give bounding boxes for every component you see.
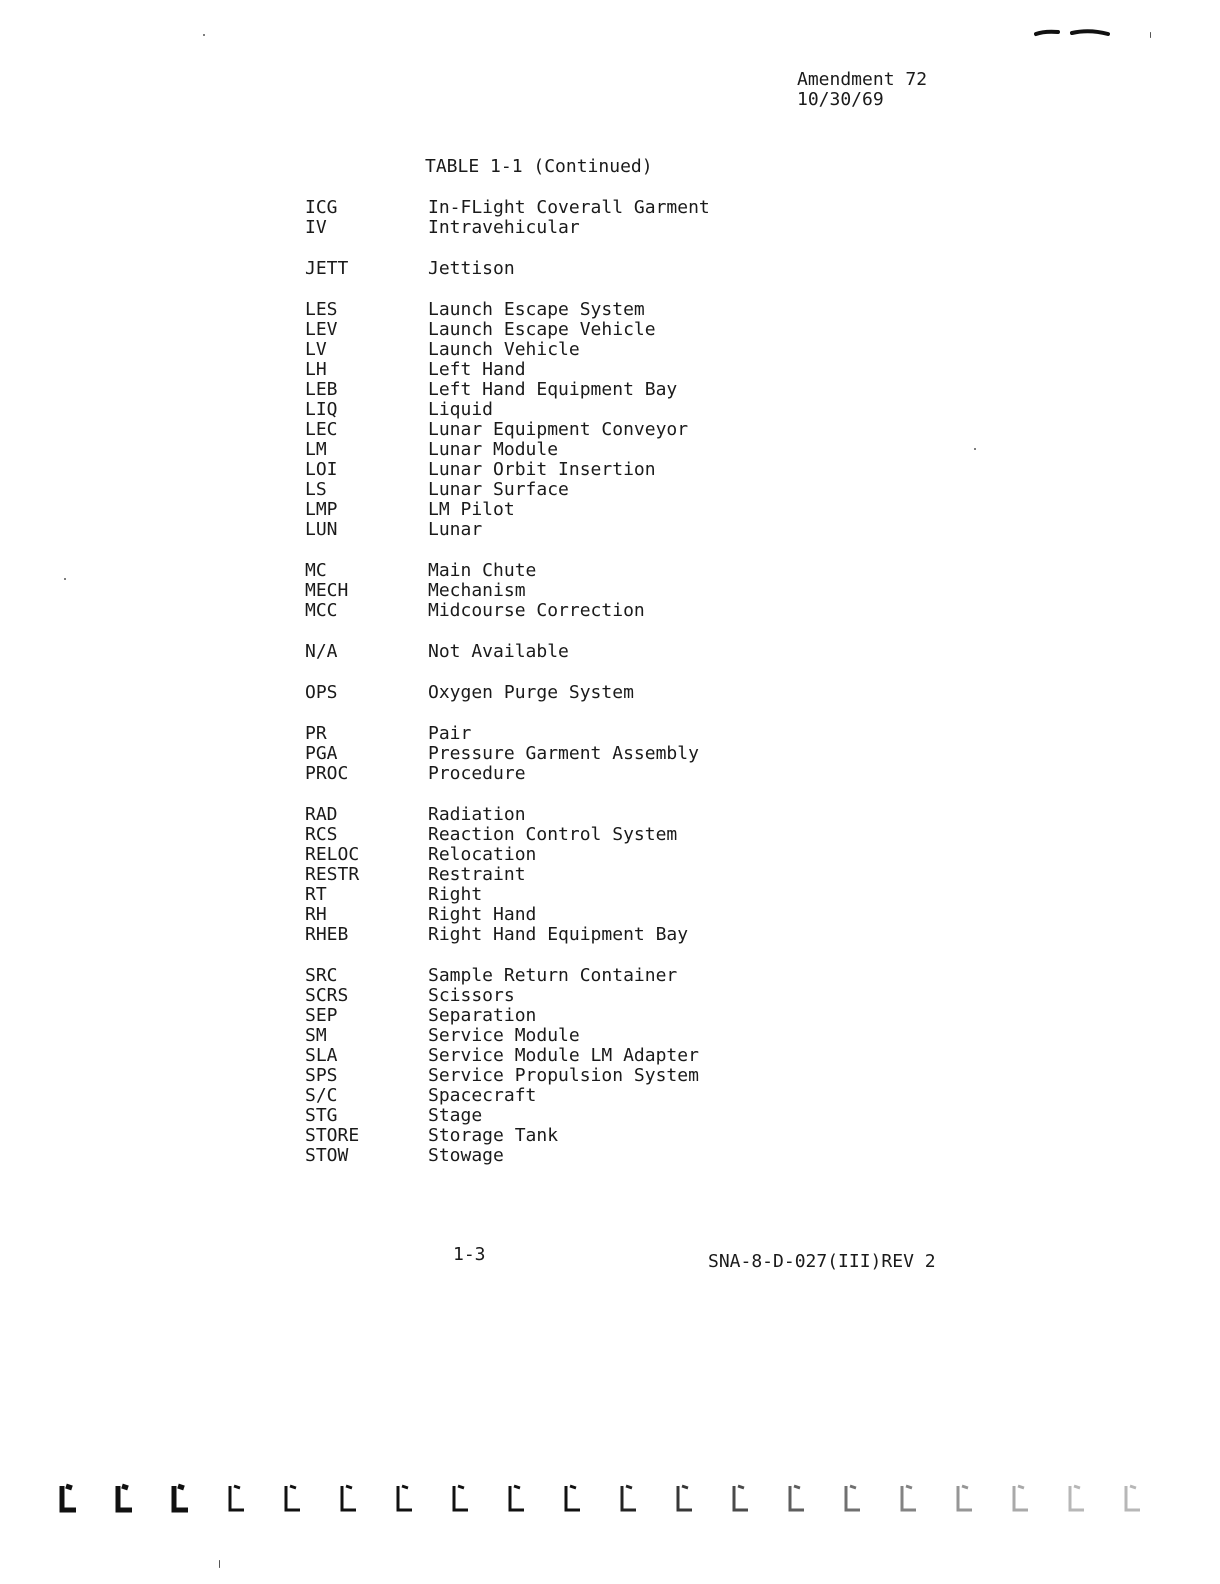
- definition: Intravehicular: [428, 217, 580, 238]
- abbreviation: PR: [305, 723, 327, 744]
- binding-mark: [1070, 1486, 1084, 1510]
- definition: Launch Vehicle: [428, 339, 580, 360]
- table-row: [305, 1006, 905, 1026]
- definition: Stowage: [428, 1145, 504, 1166]
- abbreviation: JETT: [305, 258, 349, 279]
- abbreviation-group: [305, 966, 905, 1166]
- binding-mark: [678, 1486, 692, 1510]
- table-row: [305, 724, 905, 744]
- abbreviation: PGA: [305, 743, 338, 764]
- abbreviation-group: [305, 300, 905, 540]
- table-row: [305, 198, 905, 218]
- scan-speck: [64, 578, 66, 580]
- abbreviations-table: [305, 198, 905, 1187]
- table-row: [305, 601, 905, 621]
- abbreviation: RH: [305, 904, 327, 925]
- binding-mark: [174, 1486, 188, 1510]
- table-row: [305, 986, 905, 1006]
- document-id: SNA-8-D-027(III)REV 2: [708, 1251, 936, 1272]
- definition: Oxygen Purge System: [428, 682, 634, 703]
- table-row: [305, 1106, 905, 1126]
- abbreviation: RAD: [305, 804, 338, 825]
- table-row: [305, 845, 905, 865]
- binding-mark: [342, 1486, 356, 1510]
- table-row: [305, 561, 905, 581]
- abbreviation: MCC: [305, 600, 338, 621]
- abbreviation: LM: [305, 439, 327, 460]
- binding-mark: [958, 1486, 972, 1510]
- definition: In-FLight Coverall Garment: [428, 197, 710, 218]
- table-row: [305, 885, 905, 905]
- abbreviation: RCS: [305, 824, 338, 845]
- abbreviation: LMP: [305, 499, 338, 520]
- page-number: 1-3: [453, 1244, 486, 1265]
- definition: Midcourse Correction: [428, 600, 645, 621]
- table-row: [305, 966, 905, 986]
- definition: Lunar Orbit Insertion: [428, 459, 656, 480]
- abbreviation: SEP: [305, 1005, 338, 1026]
- abbreviation: LES: [305, 299, 338, 320]
- definition: Lunar Module: [428, 439, 559, 460]
- table-row: [305, 500, 905, 520]
- table-row: [305, 825, 905, 845]
- binding-mark: [734, 1486, 748, 1510]
- abbreviation-group: [305, 259, 905, 279]
- table-row: [305, 642, 905, 662]
- abbreviation-group: [305, 642, 905, 662]
- scan-speck: [219, 1560, 220, 1568]
- definition: Left Hand: [428, 359, 526, 380]
- abbreviation: STORE: [305, 1125, 360, 1146]
- abbreviation: LOI: [305, 459, 338, 480]
- abbreviation: LS: [305, 479, 327, 500]
- definition: Launch Escape Vehicle: [428, 319, 656, 340]
- table-row: [305, 300, 905, 320]
- definition: Stage: [428, 1105, 483, 1126]
- definition: Service Module: [428, 1025, 580, 1046]
- table-row: [305, 460, 905, 480]
- binding-mark: [454, 1486, 468, 1510]
- binding-mark: [902, 1486, 916, 1510]
- definition: Separation: [428, 1005, 537, 1026]
- abbreviation: RESTR: [305, 864, 360, 885]
- abbreviation: SLA: [305, 1045, 338, 1066]
- table-row: [305, 340, 905, 360]
- abbreviation-group: [305, 805, 905, 945]
- definition: Lunar Surface: [428, 479, 569, 500]
- definition: Right Hand Equipment Bay: [428, 924, 689, 945]
- abbreviation: OPS: [305, 682, 338, 703]
- definition: Launch Escape System: [428, 299, 645, 320]
- table-row: [305, 1146, 905, 1166]
- table-row: [305, 865, 905, 885]
- definition: Mechanism: [428, 580, 526, 601]
- definition: Liquid: [428, 399, 494, 420]
- definition: LM Pilot: [428, 499, 515, 520]
- abbreviation: LV: [305, 339, 327, 360]
- table-row: [305, 420, 905, 440]
- table-row: [305, 1026, 905, 1046]
- binding-mark: [1014, 1486, 1028, 1510]
- binding-mark: [230, 1486, 244, 1510]
- abbreviation: STG: [305, 1105, 338, 1126]
- abbreviation: RHEB: [305, 924, 349, 945]
- definition: Procedure: [428, 763, 526, 784]
- abbreviation: LEC: [305, 419, 338, 440]
- table-row: [305, 925, 905, 945]
- binding-mark: [510, 1486, 524, 1510]
- definition: Right Hand: [428, 904, 537, 925]
- abbreviation: LEB: [305, 379, 338, 400]
- abbreviation: SRC: [305, 965, 338, 986]
- definition: Jettison: [428, 258, 515, 279]
- table-row: [305, 581, 905, 601]
- definition: Relocation: [428, 844, 537, 865]
- table-row: [305, 320, 905, 340]
- scan-mark-top: [1034, 28, 1110, 38]
- table-row: [305, 1086, 905, 1106]
- abbreviation: LH: [305, 359, 327, 380]
- definition: Right: [428, 884, 483, 905]
- scan-speck: [974, 448, 976, 450]
- scan-speck: [203, 34, 205, 36]
- abbreviation-group: [305, 683, 905, 703]
- abbreviation: N/A: [305, 641, 338, 662]
- definition: Storage Tank: [428, 1125, 559, 1146]
- scan-speck: [1150, 32, 1151, 38]
- binding-edge-marks: [56, 1480, 1166, 1520]
- amendment-date: 10/30/69: [797, 89, 884, 110]
- binding-mark: [118, 1486, 132, 1510]
- abbreviation: SM: [305, 1025, 327, 1046]
- abbreviation: MC: [305, 560, 327, 581]
- abbreviation: LUN: [305, 519, 338, 540]
- definition: Not Available: [428, 641, 569, 662]
- definition: Pair: [428, 723, 472, 744]
- abbreviation: ICG: [305, 197, 338, 218]
- abbreviation: MECH: [305, 580, 349, 601]
- definition: Reaction Control System: [428, 824, 678, 845]
- binding-mark: [622, 1486, 636, 1510]
- abbreviation: IV: [305, 217, 327, 238]
- definition: Sample Return Container: [428, 965, 678, 986]
- table-row: [305, 1126, 905, 1146]
- definition: Service Propulsion System: [428, 1065, 699, 1086]
- table-row: [305, 360, 905, 380]
- binding-mark: [566, 1486, 580, 1510]
- abbreviation: LIQ: [305, 399, 338, 420]
- binding-mark: [790, 1486, 804, 1510]
- binding-mark: [1126, 1486, 1140, 1510]
- table-row: [305, 683, 905, 703]
- abbreviation: SPS: [305, 1065, 338, 1086]
- binding-mark: [286, 1486, 300, 1510]
- definition: Radiation: [428, 804, 526, 825]
- abbreviation: LEV: [305, 319, 338, 340]
- table-row: [305, 1066, 905, 1086]
- table-row: [305, 259, 905, 279]
- binding-mark: [398, 1486, 412, 1510]
- abbreviation-group: [305, 561, 905, 621]
- abbreviation: SCRS: [305, 985, 349, 1006]
- table-row: [305, 764, 905, 784]
- table-row: [305, 520, 905, 540]
- binding-mark: [846, 1486, 860, 1510]
- table-row: [305, 400, 905, 420]
- table-row: [305, 744, 905, 764]
- table-row: [305, 218, 905, 238]
- definition: Service Module LM Adapter: [428, 1045, 699, 1066]
- definition: Pressure Garment Assembly: [428, 743, 699, 764]
- binding-mark: [62, 1486, 76, 1510]
- abbreviation: RELOC: [305, 844, 360, 865]
- table-row: [305, 805, 905, 825]
- definition: Restraint: [428, 864, 526, 885]
- amendment-header: [797, 70, 927, 110]
- definition: Spacecraft: [428, 1085, 537, 1106]
- table-row: [305, 905, 905, 925]
- table-row: [305, 1046, 905, 1066]
- table-title: TABLE 1-1 (Continued): [425, 156, 653, 177]
- table-row: [305, 380, 905, 400]
- abbreviation-group: [305, 724, 905, 784]
- table-row: [305, 440, 905, 460]
- definition: Lunar: [428, 519, 483, 540]
- definition: Left Hand Equipment Bay: [428, 379, 678, 400]
- amendment-label: Amendment 72: [797, 69, 928, 90]
- abbreviation: STOW: [305, 1145, 349, 1166]
- abbreviation: RT: [305, 884, 327, 905]
- table-row: [305, 480, 905, 500]
- abbreviation-group: [305, 198, 905, 238]
- definition: Main Chute: [428, 560, 537, 581]
- definition: Lunar Equipment Conveyor: [428, 419, 689, 440]
- definition: Scissors: [428, 985, 515, 1006]
- abbreviation: S/C: [305, 1085, 338, 1106]
- abbreviation: PROC: [305, 763, 349, 784]
